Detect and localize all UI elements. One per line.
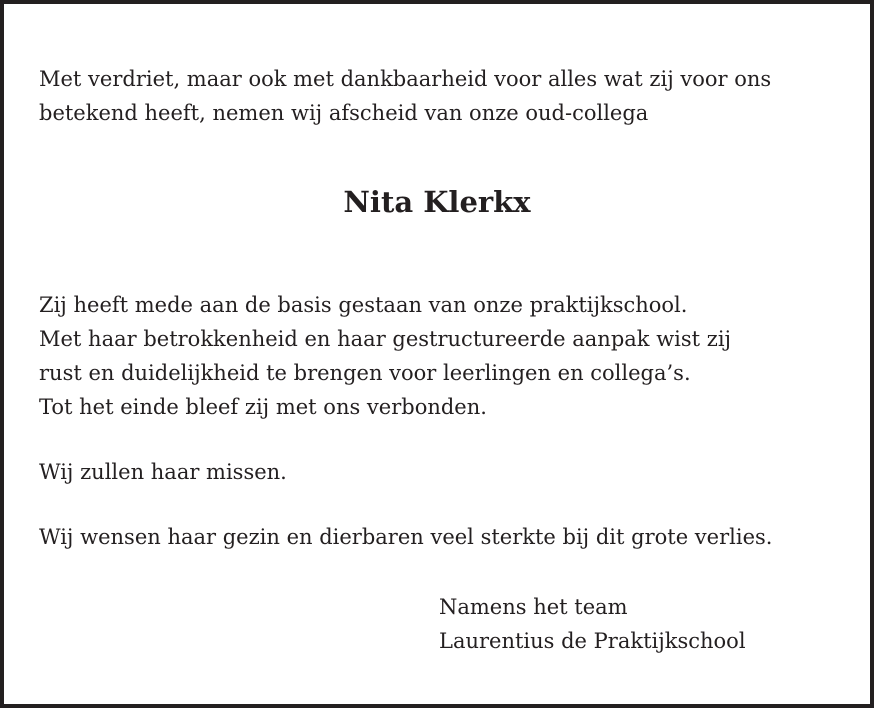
tribute-line: Zij heeft mede aan de basis gestaan van onze praktijkschool. [39, 293, 688, 317]
signature-line: Laurentius de Praktijkschool [439, 629, 746, 653]
intro-line: betekend heeft, nemen wij afscheid van onze oud-collega [39, 101, 649, 125]
tribute-line: rust en duidelijkheid te brengen voor leerlingen en collega’s. [39, 361, 691, 385]
deceased-name: Nita Klerkx [343, 185, 531, 219]
signature-block [439, 590, 746, 658]
intro-paragraph [39, 62, 771, 130]
missing-paragraph: Wij zullen haar missen. [39, 460, 287, 484]
tribute-paragraph [39, 288, 731, 424]
tribute-line: Tot het einde bleef zij met ons verbonden. [39, 395, 487, 419]
tribute-line: Met haar betrokkenheid en haar gestructureerde aanpak wist zij [39, 327, 732, 351]
condolence-paragraph: Wij wensen haar gezin en dierbaren veel sterkte bij dit grote verlies. [39, 525, 773, 549]
intro-line: Met verdriet, maar ook met dankbaarheid voor alles wat zij voor ons [39, 67, 772, 91]
signature-line: Namens het team [439, 595, 628, 619]
